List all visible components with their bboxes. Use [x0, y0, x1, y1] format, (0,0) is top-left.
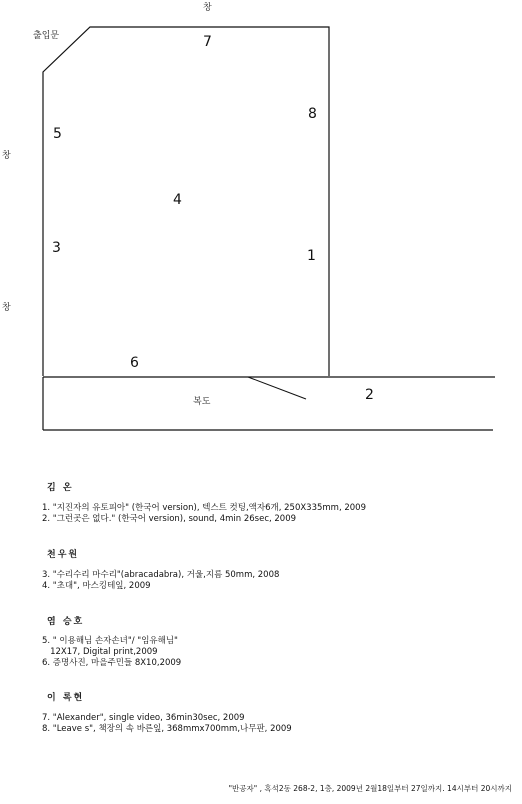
position-3-marker: 3 — [52, 240, 61, 256]
corridor-label: 복도 — [193, 397, 211, 407]
artist-works-1 — [42, 503, 366, 525]
position-7-marker: 7 — [203, 34, 212, 50]
position-1-marker: 1 — [307, 248, 316, 264]
work-item: 8. "Leave s", 책장의 속 바른잎, 368mmx700mm,나무판, 2009 — [42, 724, 292, 734]
window-label-left-1: 창 — [2, 151, 11, 161]
work-item: 1. "지진자의 유토피아" (한국어 version), 텍스트 컷팅,액자6개, 250X335mm, 2009 — [42, 503, 366, 513]
work-item: 2. "그런곳은 없다." (한국어 version), sound, 4min 26sec, 2009 — [42, 514, 297, 524]
door-swing-line — [248, 377, 306, 399]
artist-works-4 — [42, 713, 292, 735]
entrance-label: 출입문 — [33, 31, 60, 41]
position-6-marker: 6 — [130, 355, 139, 371]
artist-works-3 — [42, 636, 181, 669]
artist-name-4: 이 록현 — [47, 693, 85, 703]
position-5-marker: 5 — [53, 126, 62, 142]
artist-works-2 — [42, 570, 279, 592]
artist-name-1: 김 온 — [47, 483, 74, 493]
position-8-marker: 8 — [308, 106, 317, 122]
artist-name-3: 염 승호 — [47, 617, 85, 627]
work-item: 4. "초대", 마스킹테잎, 2009 — [42, 581, 151, 591]
work-item: 12X17, Digital print,2009 — [42, 647, 158, 657]
position-4-marker: 4 — [173, 192, 182, 208]
window-label-left-2: 창 — [2, 303, 11, 313]
work-item: 5. " 이용해님 손자손녀"/ "임유해님" — [42, 636, 178, 646]
position-2-marker: 2 — [365, 387, 374, 403]
gallery-outline — [43, 27, 329, 376]
work-item: 3. "수리수리 마수리"(abracadabra), 거울,지름 50mm, 2008 — [42, 570, 280, 580]
work-item: 7. "Alexander", single video, 36min30sec, 2009 — [42, 713, 245, 723]
work-item: 6. 증명사진, 마을주민들 8X10,2009 — [42, 658, 182, 668]
artist-name-2: 천우원 — [47, 550, 80, 560]
window-label-top: 창 — [203, 3, 212, 13]
exhibition-info-footer: "반공자" , 혹석2동 268-2, 1층, 2009년 2월18일부터 27일까지. 14시부터 20시까지 — [228, 784, 512, 793]
